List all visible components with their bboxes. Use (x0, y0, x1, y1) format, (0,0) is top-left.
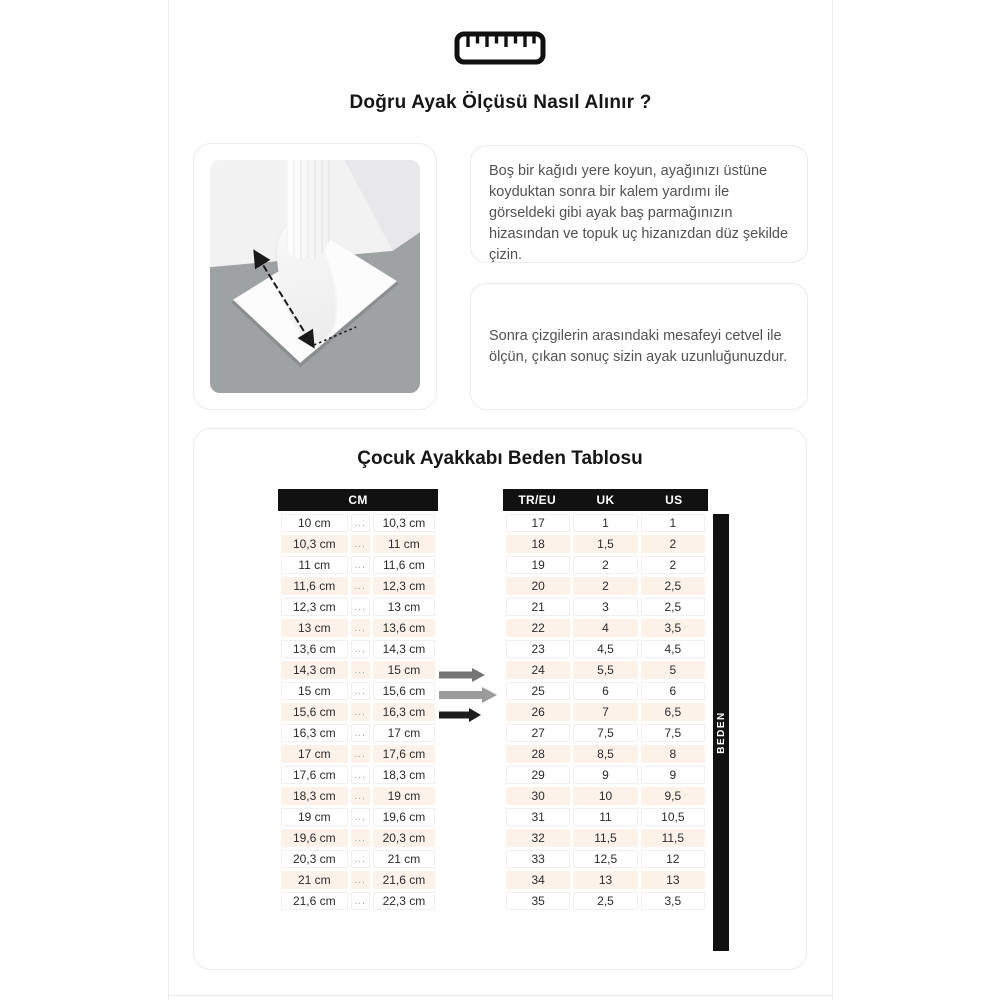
table-cell: 11,6 cm (373, 556, 435, 574)
table-cell: 28 (506, 745, 570, 763)
table-cell: 1 (641, 514, 705, 532)
table-cell: 15,6 cm (373, 682, 435, 700)
table-cell: ... (351, 703, 370, 721)
table-cell: 8,5 (573, 745, 637, 763)
table-cell: 11 cm (373, 535, 435, 553)
table-cell: 21 cm (373, 850, 435, 868)
cm-table (278, 489, 438, 913)
table-row (506, 745, 705, 763)
table-cell: ... (351, 514, 370, 532)
table-cell: 18,3 cm (373, 766, 435, 784)
foot-measure-photo-card (193, 143, 437, 410)
table-cell: 3,5 (641, 892, 705, 910)
table-cell: ... (351, 808, 370, 826)
table-cell: 20,3 cm (373, 829, 435, 847)
table-row (506, 850, 705, 868)
table-cell: 24 (506, 661, 570, 679)
table-cell: 26 (506, 703, 570, 721)
double-headed-measure-arrow-icon (210, 160, 420, 393)
table-row (281, 682, 435, 700)
table-cell: 4 (573, 619, 637, 637)
table-cell: 19 cm (373, 787, 435, 805)
table-cell: 3,5 (641, 619, 705, 637)
table-cell: 2 (573, 556, 637, 574)
table-cell: 15 cm (281, 682, 348, 700)
table-row (281, 556, 435, 574)
instruction-card-1 (470, 145, 808, 263)
table-cell: 13,6 cm (373, 619, 435, 637)
table-cell: ... (351, 724, 370, 742)
table-cell: 15,6 cm (281, 703, 348, 721)
table-cell: 8 (641, 745, 705, 763)
table-row (281, 892, 435, 910)
table-cell: 7 (573, 703, 637, 721)
table-cell: 33 (506, 850, 570, 868)
table-cell: 16,3 cm (281, 724, 348, 742)
table-row (281, 745, 435, 763)
table-row (281, 640, 435, 658)
table-cell: 29 (506, 766, 570, 784)
table-cell: 11 cm (281, 556, 348, 574)
table-cell: 21 (506, 598, 570, 616)
table-row (506, 619, 705, 637)
table-cell: 9,5 (641, 787, 705, 805)
table-cell: 11,5 (641, 829, 705, 847)
table-cell: 13 cm (373, 598, 435, 616)
table-row (506, 787, 705, 805)
table-row (506, 535, 705, 553)
table-row (506, 556, 705, 574)
table-cell: 2,5 (641, 598, 705, 616)
table-cell: 19,6 cm (373, 808, 435, 826)
table-cell: 9 (641, 766, 705, 784)
table-cell: 11 (573, 808, 637, 826)
table-row (506, 514, 705, 532)
cm-range-table (278, 511, 438, 913)
table-cell: 13 (573, 871, 637, 889)
table-cell: 22 (506, 619, 570, 637)
table-row (281, 787, 435, 805)
table-cell: 12,5 (573, 850, 637, 868)
table-cell: 10 cm (281, 514, 348, 532)
beden-label-text: BEDEN (715, 711, 727, 754)
table-cell: 2 (641, 535, 705, 553)
table-cell: ... (351, 640, 370, 658)
table-cell: 16,3 cm (373, 703, 435, 721)
table-cell: 10,3 cm (281, 535, 348, 553)
table-cell: 17,6 cm (281, 766, 348, 784)
table-cell: 17,6 cm (373, 745, 435, 763)
table-cell: 18 (506, 535, 570, 553)
table-cell: ... (351, 619, 370, 637)
table-cell: 2,5 (573, 892, 637, 910)
size-table-card (193, 428, 807, 970)
table-cell: 10 (573, 787, 637, 805)
table-cell: ... (351, 892, 370, 910)
table-cell: 25 (506, 682, 570, 700)
header-us: US (665, 493, 683, 507)
table-cell: 22,3 cm (373, 892, 435, 910)
table-cell: 27 (506, 724, 570, 742)
table-cell: ... (351, 787, 370, 805)
table-cell: 7,5 (641, 724, 705, 742)
table-cell: ... (351, 556, 370, 574)
table-cell: 12,3 cm (281, 598, 348, 616)
table-cell: 10,5 (641, 808, 705, 826)
table-cell: 12,3 cm (373, 577, 435, 595)
table-cell: 21 cm (281, 871, 348, 889)
table-cell: 12 (641, 850, 705, 868)
table-row (281, 535, 435, 553)
table-row (506, 703, 705, 721)
table-cell: 6 (641, 682, 705, 700)
table-row (506, 871, 705, 889)
size-values-table (503, 511, 708, 913)
table-cell: ... (351, 829, 370, 847)
table-cell: 10,3 cm (373, 514, 435, 532)
table-cell: ... (351, 682, 370, 700)
header-tr-eu: TR/EU (518, 493, 556, 507)
table-row (281, 577, 435, 595)
table-cell: ... (351, 871, 370, 889)
table-cell: 2,5 (641, 577, 705, 595)
table-cell: 11,6 cm (281, 577, 348, 595)
size-conversion-table (503, 489, 708, 913)
table-cell: 9 (573, 766, 637, 784)
table-row (281, 766, 435, 784)
table-cell: ... (351, 535, 370, 553)
table-cell: 23 (506, 640, 570, 658)
table-cell: 13,6 cm (281, 640, 348, 658)
table-cell: 21,6 cm (281, 892, 348, 910)
size-table-header (503, 489, 708, 511)
table-cell: 35 (506, 892, 570, 910)
table-row (506, 724, 705, 742)
table-cell: 11,5 (573, 829, 637, 847)
table-cell: ... (351, 766, 370, 784)
table-cell: 14,3 cm (373, 640, 435, 658)
table-cell: 15 cm (373, 661, 435, 679)
table-row (281, 661, 435, 679)
table-row (506, 682, 705, 700)
table-cell: 6 (573, 682, 637, 700)
size-section-title: Çocuk Ayakkabı Beden Tablosu (357, 448, 643, 469)
table-cell: 1 (573, 514, 637, 532)
table-cell: 19,6 cm (281, 829, 348, 847)
table-cell: 19 cm (281, 808, 348, 826)
table-cell: 7,5 (573, 724, 637, 742)
instruction-card-2 (470, 283, 808, 410)
table-row (281, 808, 435, 826)
table-cell: 21,6 cm (373, 871, 435, 889)
table-row (281, 598, 435, 616)
table-row (506, 640, 705, 658)
table-cell: 13 cm (281, 619, 348, 637)
table-cell: 34 (506, 871, 570, 889)
table-cell: 32 (506, 829, 570, 847)
table-cell: 2 (641, 556, 705, 574)
table-cell: ... (351, 661, 370, 679)
table-cell: 17 cm (373, 724, 435, 742)
table-row (506, 892, 705, 910)
table-cell: 18,3 cm (281, 787, 348, 805)
table-cell: 14,3 cm (281, 661, 348, 679)
table-cell: 20,3 cm (281, 850, 348, 868)
table-cell: 13 (641, 871, 705, 889)
table-row (281, 724, 435, 742)
table-cell: 4,5 (573, 640, 637, 658)
table-row (281, 829, 435, 847)
header-uk: UK (596, 493, 615, 507)
table-row (506, 661, 705, 679)
page-title: Doğru Ayak Ölçüsü Nasıl Alınır ? (349, 92, 652, 113)
table-cell: 1,5 (573, 535, 637, 553)
table-row (506, 808, 705, 826)
triple-right-arrows-icon (439, 665, 499, 727)
table-cell: ... (351, 598, 370, 616)
cm-table-header: CM (278, 489, 438, 511)
foot-measure-photo (210, 160, 420, 393)
table-cell: 6,5 (641, 703, 705, 721)
table-cell: 4,5 (641, 640, 705, 658)
instruction-text-2: Sonra çizgilerin arasındaki mesafeyi cetvel ile ölçün, çıkan sonuç sizin ayak uzunluğunuzdur. (489, 327, 788, 365)
ruler-icon (454, 30, 546, 66)
table-row (281, 703, 435, 721)
table-cell: 5 (641, 661, 705, 679)
table-cell: 19 (506, 556, 570, 574)
table-cell: 30 (506, 787, 570, 805)
table-cell: 2 (573, 577, 637, 595)
section-divider (169, 995, 832, 996)
table-row (506, 829, 705, 847)
table-cell: 31 (506, 808, 570, 826)
table-cell: ... (351, 850, 370, 868)
table-cell: 17 (506, 514, 570, 532)
table-cell: 20 (506, 577, 570, 595)
table-row (281, 514, 435, 532)
table-row (506, 766, 705, 784)
table-cell: 17 cm (281, 745, 348, 763)
table-row (506, 598, 705, 616)
table-cell: ... (351, 745, 370, 763)
table-row (281, 619, 435, 637)
table-cell: 5,5 (573, 661, 637, 679)
table-cell: ... (351, 577, 370, 595)
instruction-text-1: Boş bir kağıdı yere koyun, ayağınızı üstüne koyduktan sonra bir kalem yardımı ile görseldeki gibi ayak baş parmağınızın hizasından ve topuk uç hizanızdan düz şekilde çizin. (489, 163, 789, 263)
beden-side-label (713, 514, 729, 951)
table-row (506, 577, 705, 595)
table-row (281, 850, 435, 868)
table-cell: 3 (573, 598, 637, 616)
table-row (281, 871, 435, 889)
